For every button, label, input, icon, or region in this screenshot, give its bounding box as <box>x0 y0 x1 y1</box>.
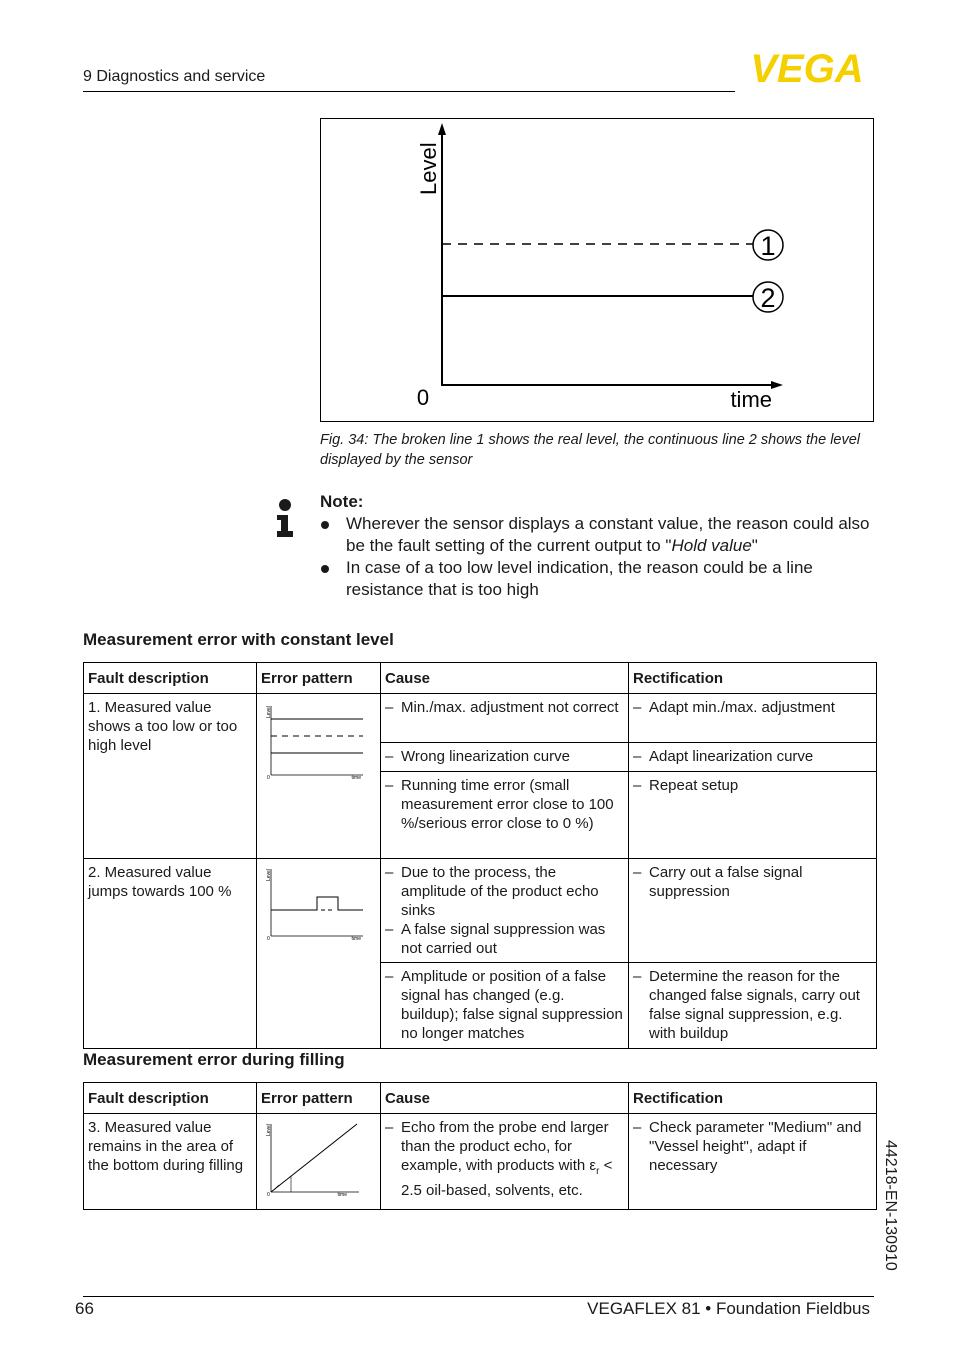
marker-1-label: 1 <box>760 231 776 261</box>
product-name: VEGAFLEX 81 • Foundation Fieldbus <box>587 1299 870 1318</box>
rect-2a: – Carry out a false signal suppression <box>629 859 877 963</box>
rect-3: – Check parameter "Medium" and "Vessel height", adapt if necessary <box>629 1114 877 1210</box>
page-number: 66 <box>75 1299 94 1318</box>
vega-logo <box>740 50 874 86</box>
header-divider <box>83 91 735 92</box>
rect-2b: – Determine the reason for the changed false signals, carry out false signal suppression, e.g. with buildup <box>629 963 877 1049</box>
section-title: 9 Diagnostics and service <box>83 68 266 85</box>
col-rectification: Rectification <box>629 663 877 694</box>
cause-2a: – Due to the process, the amplitude of the product echo sinks – A false signal suppression was not carried out <box>381 859 629 963</box>
logo-text: VEGA <box>750 50 864 86</box>
origin-label: 0 <box>416 385 430 410</box>
x-axis-arrow-icon <box>771 381 783 389</box>
x-axis-label: time <box>730 387 772 412</box>
figure-caption: Fig. 34: The broken line 1 shows the real level, the continuous line 2 shows the level displayed by the sensor <box>320 432 861 468</box>
rect-1b: – Adapt linearization curve <box>629 743 877 772</box>
figure-level-time-chart <box>320 118 874 422</box>
svg-text:0: 0 <box>267 1192 270 1198</box>
y-axis-label: Level <box>416 142 441 195</box>
col-cause: Cause <box>381 1083 629 1114</box>
fault-3-description: 3. Measured value remains in the area of the bottom during filling <box>84 1114 257 1210</box>
fault-2-pattern <box>257 859 381 1049</box>
rect-1c: – Repeat setup <box>629 772 877 859</box>
col-error-pattern: Error pattern <box>257 663 381 694</box>
rect-1a: – Adapt min./max. adjustment <box>629 694 877 743</box>
cause-1c: – Running time error (small measurement error close to 100 %/serious error close to 0 %) <box>381 772 629 859</box>
svg-text:0: 0 <box>267 936 270 942</box>
mini-chart-filling <box>261 1118 373 1200</box>
svg-text:Level: Level <box>266 869 272 881</box>
cause-1b: – Wrong linearization curve <box>381 743 629 772</box>
footer-divider <box>83 1296 874 1297</box>
cause-1a: – Min./max. adjustment not correct <box>381 694 629 743</box>
filling-error-table <box>83 1082 877 1210</box>
mini-chart-jump <box>261 863 373 945</box>
note-bullet-line-resistance: In case of a too low level indication, the reason could be a line resistance that is too high <box>320 557 880 601</box>
bullet-icon <box>321 521 329 529</box>
note-list <box>320 513 880 601</box>
svg-text:time: time <box>351 775 361 780</box>
col-rectification: Rectification <box>629 1083 877 1114</box>
svg-text:time: time <box>351 936 361 942</box>
svg-text:0: 0 <box>267 775 270 780</box>
svg-text:time: time <box>337 1192 347 1198</box>
col-fault-description: Fault description <box>84 1083 257 1114</box>
info-icon <box>274 498 296 538</box>
fault-1-description: 1. Measured value shows a too low or too high level <box>84 694 257 859</box>
constant-level-error-table <box>83 662 877 1049</box>
y-axis-arrow-icon <box>438 123 446 135</box>
fault-3-pattern <box>257 1114 381 1210</box>
document-code: 44218-EN-130910 <box>882 1140 899 1271</box>
note-bullet-hold-value: Wherever the sensor displays a constant value, the reason could also be the fault setting of the current output to "Hold value" <box>320 513 880 557</box>
col-error-pattern: Error pattern <box>257 1083 381 1114</box>
note-title: Note: <box>320 492 364 511</box>
cause-3: – Echo from the probe end larger than the product echo, for example, with products with $\varepsilon_r < 2.5$ oil-based, solvents, etc. <box>381 1114 629 1210</box>
marker-2-label: 2 <box>760 283 776 313</box>
mini-chart-constant <box>261 698 373 780</box>
fault-1-pattern <box>257 694 381 859</box>
svg-text:Level: Level <box>266 706 272 718</box>
col-cause: Cause <box>381 663 629 694</box>
col-fault-description: Fault description <box>84 663 257 694</box>
bullet-icon <box>321 565 329 573</box>
fault-2-description: 2. Measured value jumps towards 100 % <box>84 859 257 1049</box>
cause-2b: – Amplitude or position of a false signal has changed (e.g. buildup); false signal suppression no longer matches <box>381 963 629 1049</box>
svg-text:Level: Level <box>266 1124 272 1136</box>
table2-heading: Measurement error during filling <box>83 1050 345 1069</box>
table1-heading: Measurement error with constant level <box>83 630 394 649</box>
